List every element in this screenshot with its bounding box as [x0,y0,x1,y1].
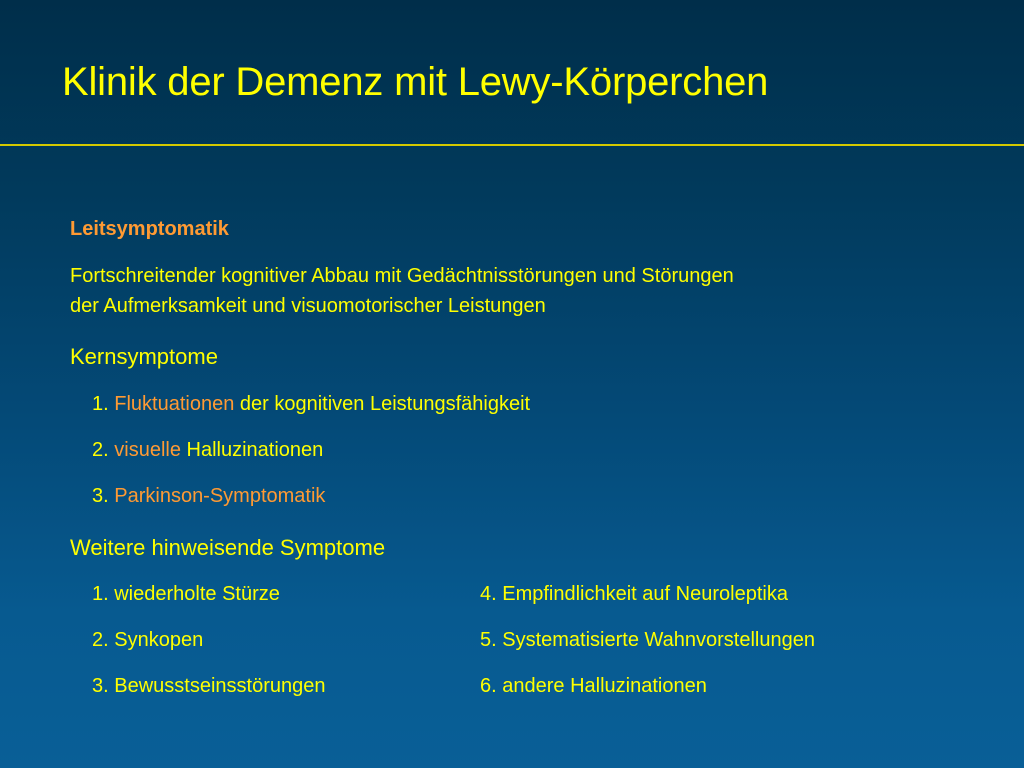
item-highlight: visuelle [114,439,181,461]
leitsymptomatik-text-line-2: der Aufmerksamkeit und visuomotorischer Leistungen [70,295,546,317]
item-highlight: Fluktuationen [114,393,235,415]
weitere-symptom-item-3: 3. Bewusstseinsstörungen [92,675,326,697]
item-number: 1. [92,393,109,415]
kernsymptom-item-1 [92,393,530,416]
weitere-symptom-item-4: 4. Empfindlichkeit auf Neuroleptika [480,583,788,605]
weitere-symptom-item-5: 5. Systematisierte Wahnvorstellungen [480,629,815,651]
item-number: 3. [92,485,109,507]
kernsymptom-item-3 [92,485,325,508]
item-highlight: Parkinson-Symptomatik [114,485,326,507]
leitsymptomatik-heading: Leitsymptomatik [70,218,229,240]
item-number: 2. [92,439,109,461]
leitsymptomatik-text-line-1: Fortschreitender kognitiver Abbau mit Gedächtnisstörungen und Störungen [70,265,734,287]
weitere-symptome-heading: Weitere hinweisende Symptome [70,535,386,560]
slide-title: Klinik der Demenz mit Lewy-Körperchen [62,60,769,104]
weitere-symptom-item-6: 6. andere Halluzinationen [480,675,707,697]
kernsymptom-item-2 [92,439,323,462]
kernsymptome-heading: Kernsymptome [70,344,218,369]
weitere-symptom-item-2: 2. Synkopen [92,629,204,651]
title-divider [0,144,1024,146]
item-text: der kognitiven Leistungsfähigkeit [239,393,531,415]
weitere-symptom-item-1: 1. wiederholte Stürze [92,583,280,605]
item-text: Halluzinationen [186,439,324,461]
